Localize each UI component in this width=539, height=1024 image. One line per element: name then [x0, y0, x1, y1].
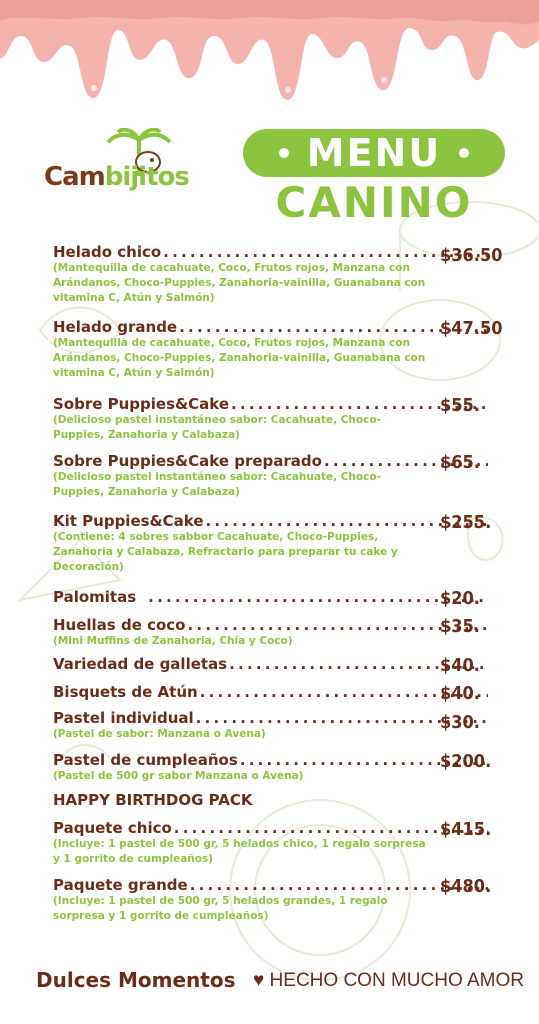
item-description: (Mantequilla de cacahuate, Coco, Frutos rojos, Manzana con Arándanos, Choco-Puppies, Zanahoria-vainilla, Guanabana con vitamina C, Atún y Salmón)	[53, 262, 426, 304]
pink-drip-decoration	[0, 0, 539, 120]
menu-item	[53, 683, 508, 709]
bullet-dot-icon	[279, 148, 289, 158]
item-name: Pastel de cumpleaños	[53, 751, 238, 769]
menu-subtitle: CANINO	[275, 178, 473, 227]
item-name: Pastel individual	[53, 709, 194, 727]
menu-item	[53, 709, 508, 751]
item-name: Bisquets de Atún	[53, 683, 198, 701]
item-price: $255.	[440, 512, 492, 533]
item-price: $415.	[440, 819, 492, 840]
item-name: Helado grande	[53, 318, 178, 336]
menu-item	[53, 243, 508, 318]
menu-item	[53, 751, 508, 791]
menu-items-list	[53, 243, 508, 926]
item-name: Kit Puppies&Cake	[53, 512, 204, 530]
item-price: $20.	[440, 588, 480, 609]
item-price: $200.	[440, 751, 492, 772]
item-price: $480.	[440, 876, 492, 897]
item-price: $40.	[440, 655, 480, 676]
item-name: Helado chico	[53, 243, 162, 261]
leader-dots	[148, 588, 488, 606]
item-description: (Delicioso pastel instantáneo sabor: Cacahuate, Choco-Puppies, Zanahoria y Calabaza)	[53, 471, 381, 498]
menu-item	[53, 588, 508, 616]
item-price: $40.	[440, 683, 480, 704]
item-description: (Pastel de 500 gr sabor Manzana o Avena)	[53, 770, 304, 782]
footer-tagline-left: Dulces Momentos	[36, 968, 236, 992]
item-description: (Mini Muffins de Zanahoria, Chía y Coco)	[53, 635, 293, 647]
item-description: (Incluye: 1 pastel de 500 gr, 5 helados chico, 1 regalo sorpresa y 1 gorrito de cumpleaños)	[53, 838, 426, 865]
item-description: (Incluye: 1 pastel de 500 gr, 5 helados grandes, 1 regalo sorpresa y 1 gorrito de cumpleaños)	[53, 895, 388, 922]
menu-item	[53, 512, 508, 588]
logo-text: Cambijitos	[44, 162, 189, 192]
item-description: (Pastel de sabor: Manzana o Avena)	[53, 728, 266, 740]
item-name: Palomitas	[53, 588, 137, 606]
item-name: Paquete grande	[53, 876, 188, 894]
item-name: Variedad de galletas	[53, 655, 228, 673]
item-name: Sobre Puppies&Cake	[53, 395, 229, 413]
menu-title-pill	[243, 129, 505, 177]
brand-logo	[44, 128, 244, 198]
menu-item	[53, 452, 508, 512]
menu-item	[53, 395, 508, 452]
bullet-dot-icon	[459, 148, 469, 158]
item-name: Sobre Puppies&Cake preparado	[53, 452, 322, 470]
item-price: $65.	[440, 452, 480, 473]
menu-item	[53, 318, 508, 395]
menu-item	[53, 616, 508, 655]
item-price: $35.	[440, 616, 480, 637]
item-price: $30.	[440, 712, 480, 733]
item-description: (Mantequilla de cacahuate, Coco, Frutos rojos, Manzana con Arándanos, Choco-Puppies, Zanahoria-vainilla, Guanabana con vitamina C, Atún y Salmón)	[53, 337, 426, 379]
pack-heading: HAPPY BIRTHDOG PACK	[53, 791, 253, 809]
item-price: $47.50	[440, 318, 503, 339]
footer-tagline-right: ♥ HECHO CON MUCHO AMOR	[253, 970, 524, 991]
menu-item	[53, 655, 508, 683]
menu-item	[53, 819, 508, 876]
item-description: (Contiene: 4 sobres sabbor Cacahuate, Choco-Puppies, Zanahoria y Calabaza, Refractario para preparar tu cake y Decoración)	[53, 531, 398, 573]
menu-item	[53, 876, 508, 926]
item-price: $55.	[440, 395, 480, 416]
item-description: (Delicioso pastel instantáneo sabor: Cacahuate, Choco-Puppies, Zanahoria y Calabaza)	[53, 414, 381, 441]
item-name: Paquete chico	[53, 819, 172, 837]
item-name: Huellas de coco	[53, 616, 186, 634]
item-price: $36.50	[440, 245, 503, 266]
menu-title: MENU	[306, 131, 442, 175]
